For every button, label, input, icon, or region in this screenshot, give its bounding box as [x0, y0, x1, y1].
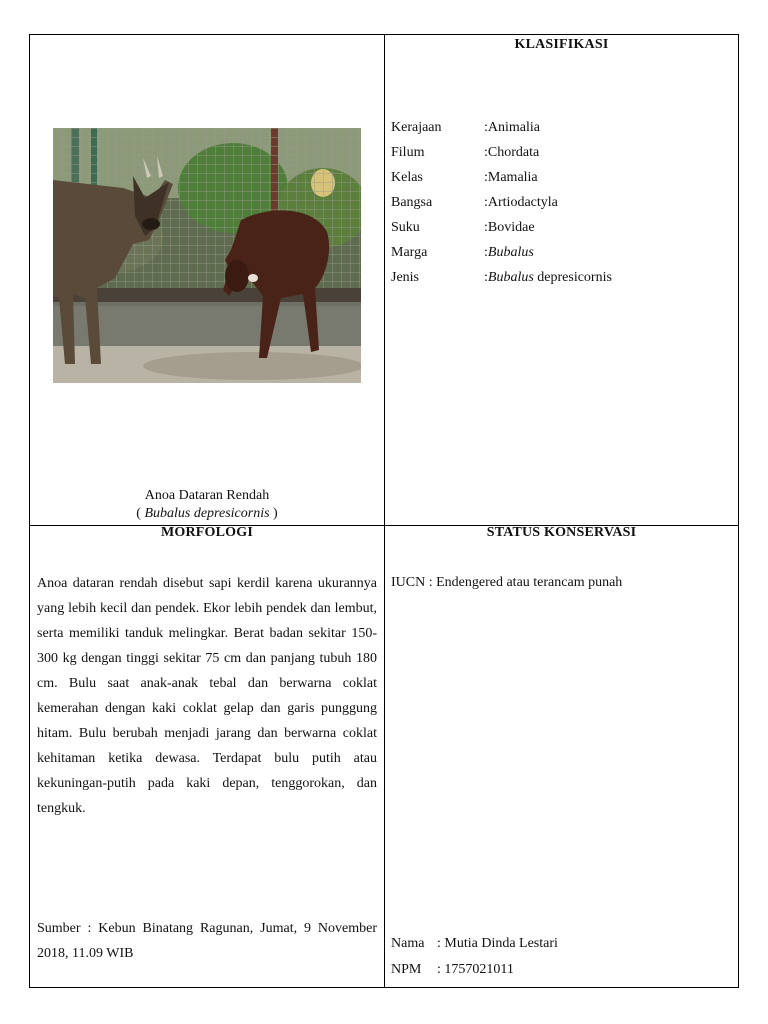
morfologi-title: MORFOLOGI [160, 525, 254, 540]
author-info [391, 931, 558, 983]
caption-latin-line: ( Bubalus depresicornis ) [136, 506, 278, 521]
anoa-photo [53, 128, 361, 383]
status-title: STATUS KONSERVASI [486, 525, 637, 540]
klasifikasi-row: Filum : Chordata [391, 145, 540, 160]
klasifikasi-row: Suku : Bovidae [391, 220, 535, 235]
klasifikasi-row: Marga : Bubalus [391, 245, 534, 260]
source-text: Sumber : Kebun Binatang Ragunan, Jumat, 9 November 2018, 11.09 WIB [37, 921, 377, 961]
status-text: IUCN : Endengered atau terancam punah [391, 575, 623, 590]
klasifikasi-row: Bangsa : Artiodactyla [391, 195, 558, 210]
klasifikasi-row: Jenis : Bubalus depresicornis [391, 270, 612, 285]
caption-latin-name: Bubalus depresicornis [144, 506, 270, 521]
identification-card [29, 34, 739, 988]
klasifikasi-row: Kerajaan : Animalia [391, 120, 540, 135]
klasifikasi-title: KLASIFIKASI [514, 37, 609, 52]
author-name-row: Nama : Mutia Dinda Lestari [391, 936, 558, 951]
photo-caption [30, 487, 384, 523]
author-npm-row: NPM : 1757021011 [391, 962, 514, 977]
klasifikasi-row: Kelas : Mamalia [391, 170, 538, 185]
morfologi-text: Anoa dataran rendah disebut sapi kerdil karena ukurannya yang lebih kecil dan pendek. Ekor lebih pendek dan lembut, serta memiliki tanduk melingkar. Berat badan sekitar 150-300 kg dengan tinggi sekitar 75 cm dan panjang tubuh 180 cm. Bulu saat anak-anak tebal dan berwarna coklat kemerahan dengan kaki coklat gelap dan garis punggung hitam. Bulu berubah menjadi jarang dan berwarna coklat kehitaman ketika dewasa. Terdapat bulu putih atau kekuningan-putih pada kaki depan, tenggorokan, dan tengkuk. [37, 576, 377, 816]
klasifikasi-list [391, 115, 612, 290]
caption-common-name: Anoa Dataran Rendah [144, 488, 270, 503]
klasifikasi-cell [385, 35, 738, 525]
